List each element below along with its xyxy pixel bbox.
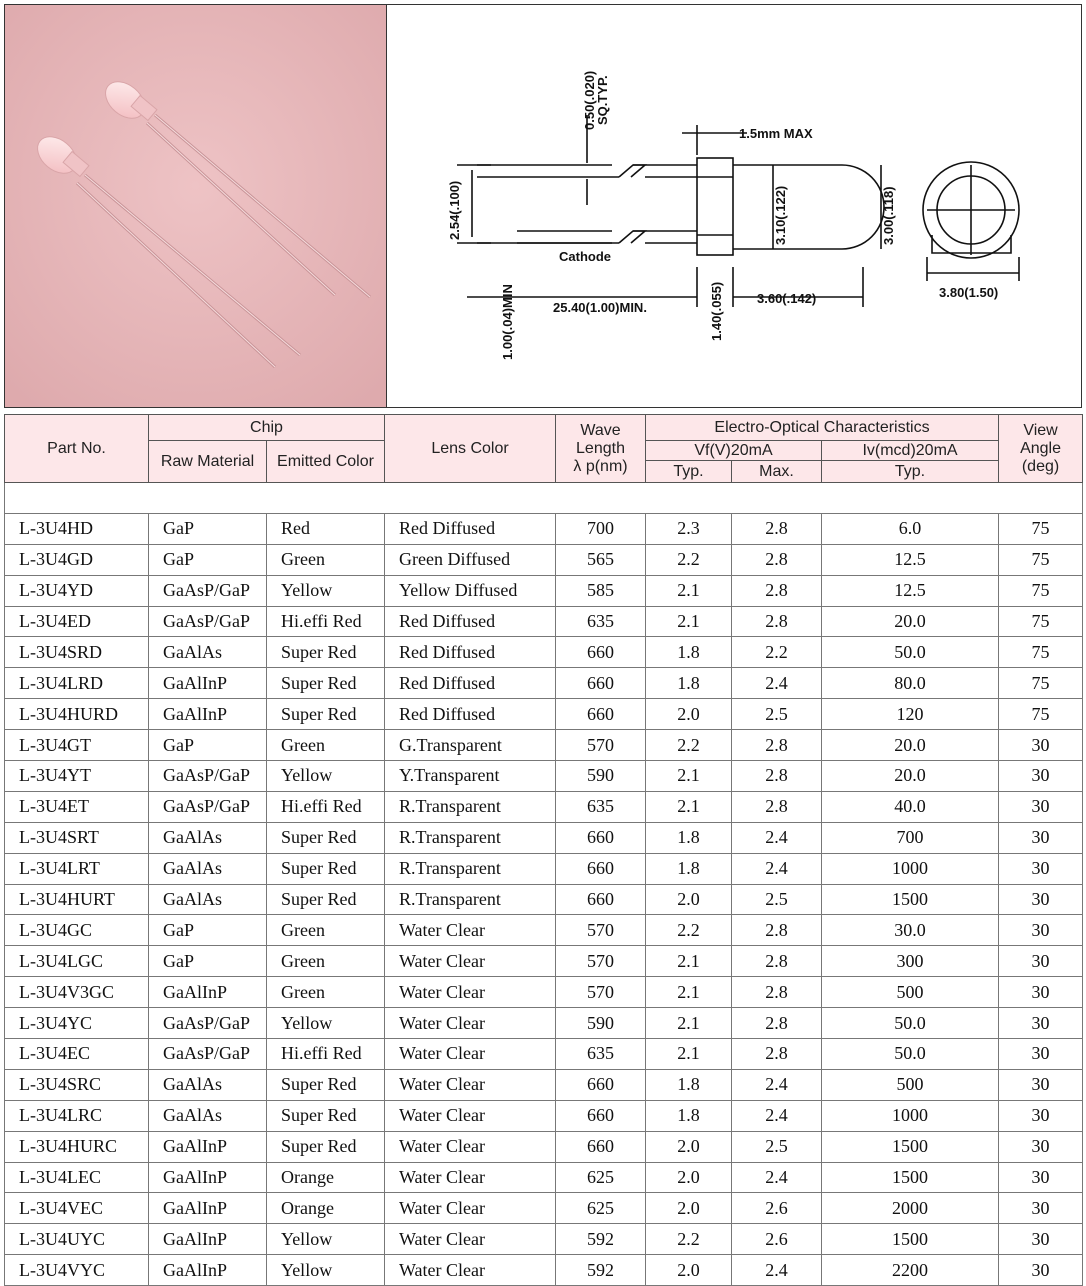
table-row (5, 1162, 1083, 1193)
table-row (5, 1008, 1083, 1039)
table-row (5, 761, 1083, 792)
header-part-no: Part No. (5, 415, 149, 483)
cell-part-no: L-3U4GC (5, 915, 149, 946)
header-emitted-color: Emitted Color (267, 441, 385, 483)
cell-vf-max: 2.8 (732, 730, 822, 761)
cell-emitted-color: Super Red (267, 668, 385, 699)
cell-iv-typ: 700 (822, 822, 999, 853)
cell-lens-color: Water Clear (385, 1255, 556, 1286)
table-row (5, 1255, 1083, 1286)
cell-lens-color: Y.Transparent (385, 761, 556, 792)
table-row (5, 513, 1083, 544)
header-vf-typ: Typ. (646, 461, 732, 483)
cell-part-no: L-3U4VEC (5, 1193, 149, 1224)
cell-vf-max: 2.8 (732, 761, 822, 792)
cell-vf-typ: 1.8 (646, 853, 732, 884)
cell-vf-typ: 2.2 (646, 915, 732, 946)
cell-part-no: L-3U4EC (5, 1039, 149, 1070)
cell-view-angle: 30 (999, 822, 1083, 853)
cell-lens-color: Water Clear (385, 946, 556, 977)
cell-iv-typ: 1500 (822, 1162, 999, 1193)
led-photo (5, 5, 387, 407)
cell-iv-typ: 80.0 (822, 668, 999, 699)
cell-view-angle: 30 (999, 946, 1083, 977)
cell-lens-color: Green Diffused (385, 544, 556, 575)
dim-body-dia: 3.00(.118) (881, 186, 896, 245)
cell-vf-max: 2.4 (732, 822, 822, 853)
cell-iv-typ: 20.0 (822, 761, 999, 792)
cell-emitted-color: Hi.effi Red (267, 791, 385, 822)
header-wave-length (556, 415, 646, 483)
cell-raw-material: GaP (149, 513, 267, 544)
dim-lead-sq-note: SQ.TYP. (595, 75, 610, 125)
cell-lens-color: Red Diffused (385, 637, 556, 668)
table-row (5, 946, 1083, 977)
cell-vf-typ: 2.3 (646, 513, 732, 544)
cell-vf-max: 2.4 (732, 1162, 822, 1193)
table-row (5, 606, 1083, 637)
cell-raw-material: GaAsP/GaP (149, 791, 267, 822)
cell-emitted-color: Super Red (267, 1131, 385, 1162)
cell-view-angle: 30 (999, 730, 1083, 761)
cell-vf-typ: 2.0 (646, 1131, 732, 1162)
cell-lens-color: Water Clear (385, 1162, 556, 1193)
cell-wave-length: 570 (556, 977, 646, 1008)
cell-part-no: L-3U4SRT (5, 822, 149, 853)
cell-raw-material: GaAlAs (149, 853, 267, 884)
cell-iv-typ: 20.0 (822, 730, 999, 761)
cell-raw-material: GaP (149, 730, 267, 761)
cell-part-no: L-3U4HURC (5, 1131, 149, 1162)
cell-vf-max: 2.4 (732, 1100, 822, 1131)
cell-wave-length: 592 (556, 1255, 646, 1286)
cell-raw-material: GaP (149, 915, 267, 946)
cell-vf-max: 2.4 (732, 1255, 822, 1286)
cell-wave-length: 660 (556, 637, 646, 668)
cell-lens-color: Red Diffused (385, 668, 556, 699)
cell-part-no: L-3U4YD (5, 575, 149, 606)
cell-view-angle: 75 (999, 513, 1083, 544)
header-vf-max: Max. (732, 461, 822, 483)
cell-lens-color: Water Clear (385, 1131, 556, 1162)
cell-vf-max: 2.4 (732, 668, 822, 699)
table-row (5, 1069, 1083, 1100)
table-row (5, 915, 1083, 946)
dim-flange: 1.40(.055) (709, 281, 724, 341)
cell-view-angle: 30 (999, 1224, 1083, 1255)
cell-wave-length: 660 (556, 699, 646, 730)
cell-view-angle: 30 (999, 853, 1083, 884)
cell-wave-length: 570 (556, 946, 646, 977)
header-view-angle (999, 415, 1083, 483)
cell-emitted-color: Orange (267, 1193, 385, 1224)
cell-view-angle: 30 (999, 1100, 1083, 1131)
cell-part-no: L-3U4LGC (5, 946, 149, 977)
cell-wave-length: 585 (556, 575, 646, 606)
cell-vf-max: 2.5 (732, 699, 822, 730)
cell-emitted-color: Green (267, 946, 385, 977)
cell-vf-max: 2.4 (732, 1069, 822, 1100)
cell-iv-typ: 120 (822, 699, 999, 730)
cell-raw-material: GaAlInP (149, 668, 267, 699)
cell-emitted-color: Super Red (267, 853, 385, 884)
cell-wave-length: 635 (556, 1039, 646, 1070)
header-vf: Vf(V)20mA (646, 441, 822, 461)
cell-wave-length: 592 (556, 1224, 646, 1255)
cell-view-angle: 30 (999, 1008, 1083, 1039)
cell-emitted-color: Super Red (267, 699, 385, 730)
cell-view-angle: 75 (999, 637, 1083, 668)
product-figure (4, 4, 1082, 408)
cell-vf-max: 2.5 (732, 884, 822, 915)
dim-lead-sq: 0.50(.020) (582, 70, 597, 130)
header-spacer-row (5, 483, 1083, 514)
cell-vf-typ: 1.8 (646, 822, 732, 853)
dim-min-1: 1.00(.04)MIN (500, 284, 515, 360)
cell-lens-color: Water Clear (385, 977, 556, 1008)
dimension-drawing-svg (387, 5, 1081, 407)
table-row (5, 853, 1083, 884)
cell-wave-length: 635 (556, 791, 646, 822)
cell-part-no: L-3U4LRC (5, 1100, 149, 1131)
cell-emitted-color: Hi.effi Red (267, 606, 385, 637)
cell-wave-length: 635 (556, 606, 646, 637)
cell-wave-length: 700 (556, 513, 646, 544)
cell-emitted-color: Green (267, 544, 385, 575)
header-electro-optical: Electro-Optical Characteristics (646, 415, 999, 441)
cell-vf-max: 2.2 (732, 637, 822, 668)
cell-emitted-color: Yellow (267, 1008, 385, 1039)
header-wave-length-1: Wave (580, 421, 621, 439)
cell-part-no: L-3U4HD (5, 513, 149, 544)
header-wave-length-2: Length (576, 439, 625, 457)
cell-view-angle: 30 (999, 761, 1083, 792)
cell-raw-material: GaAsP/GaP (149, 1008, 267, 1039)
cell-lens-color: G.Transparent (385, 730, 556, 761)
table-row (5, 1224, 1083, 1255)
cell-lens-color: R.Transparent (385, 853, 556, 884)
cell-part-no: L-3U4HURD (5, 699, 149, 730)
cell-emitted-color: Green (267, 730, 385, 761)
cell-vf-max: 2.8 (732, 1039, 822, 1070)
cell-lens-color: R.Transparent (385, 884, 556, 915)
cell-iv-typ: 500 (822, 1069, 999, 1100)
cell-emitted-color: Orange (267, 1162, 385, 1193)
cell-wave-length: 570 (556, 915, 646, 946)
cell-vf-typ: 1.8 (646, 1100, 732, 1131)
cell-vf-max: 2.8 (732, 946, 822, 977)
cell-part-no: L-3U4SRD (5, 637, 149, 668)
table-row (5, 730, 1083, 761)
cell-part-no: L-3U4V3GC (5, 977, 149, 1008)
cell-vf-typ: 2.0 (646, 1162, 732, 1193)
cell-raw-material: GaAlInP (149, 977, 267, 1008)
cell-iv-typ: 50.0 (822, 1039, 999, 1070)
cell-wave-length: 625 (556, 1162, 646, 1193)
table-row (5, 575, 1083, 606)
cell-iv-typ: 50.0 (822, 637, 999, 668)
cell-vf-typ: 2.1 (646, 1039, 732, 1070)
cell-vf-typ: 2.2 (646, 730, 732, 761)
cell-iv-typ: 1500 (822, 1224, 999, 1255)
cell-vf-typ: 2.1 (646, 761, 732, 792)
cell-view-angle: 30 (999, 1162, 1083, 1193)
cell-lens-color: Water Clear (385, 1008, 556, 1039)
cell-raw-material: GaAsP/GaP (149, 1039, 267, 1070)
cell-raw-material: GaP (149, 946, 267, 977)
header-view-3: (deg) (1021, 457, 1060, 475)
cell-vf-typ: 2.2 (646, 1224, 732, 1255)
cell-vf-typ: 2.1 (646, 606, 732, 637)
cell-raw-material: GaAlInP (149, 1131, 267, 1162)
cell-part-no: L-3U4SRC (5, 1069, 149, 1100)
dim-flange-max: 1.5mm MAX (739, 126, 813, 141)
cell-raw-material: GaAlInP (149, 1255, 267, 1286)
cell-iv-typ: 1500 (822, 1131, 999, 1162)
dim-front-dia: 3.80(1.50) (939, 285, 999, 300)
cell-view-angle: 75 (999, 544, 1083, 575)
cell-view-angle: 30 (999, 884, 1083, 915)
cell-view-angle: 75 (999, 606, 1083, 637)
cell-part-no: L-3U4HURT (5, 884, 149, 915)
cell-lens-color: Water Clear (385, 1069, 556, 1100)
spec-table (4, 414, 1083, 1286)
cell-wave-length: 660 (556, 668, 646, 699)
cell-vf-typ: 1.8 (646, 1069, 732, 1100)
cell-emitted-color: Red (267, 513, 385, 544)
table-row (5, 822, 1083, 853)
cell-iv-typ: 20.0 (822, 606, 999, 637)
cell-view-angle: 30 (999, 1039, 1083, 1070)
cell-raw-material: GaAsP/GaP (149, 606, 267, 637)
dim-body-length: 3.60(.142) (757, 291, 817, 306)
cell-vf-max: 2.8 (732, 544, 822, 575)
header-lens-color: Lens Color (385, 415, 556, 483)
cell-vf-typ: 2.1 (646, 977, 732, 1008)
cell-part-no: L-3U4UYC (5, 1224, 149, 1255)
cell-part-no: L-3U4LRD (5, 668, 149, 699)
dimension-drawing (387, 5, 1081, 407)
cell-vf-max: 2.8 (732, 977, 822, 1008)
cell-vf-typ: 1.8 (646, 637, 732, 668)
header-view-1: View (1023, 421, 1058, 439)
dim-lead-length: 25.40(1.00)MIN. (553, 300, 647, 315)
cell-wave-length: 590 (556, 1008, 646, 1039)
cell-wave-length: 660 (556, 822, 646, 853)
cell-part-no: L-3U4ED (5, 606, 149, 637)
dim-lead-spacing: 2.54(.100) (447, 180, 462, 240)
cell-emitted-color: Super Red (267, 884, 385, 915)
cell-vf-typ: 2.1 (646, 575, 732, 606)
cell-lens-color: Water Clear (385, 915, 556, 946)
header-iv-typ: Typ. (822, 461, 999, 483)
cell-view-angle: 75 (999, 699, 1083, 730)
cell-wave-length: 565 (556, 544, 646, 575)
cell-wave-length: 570 (556, 730, 646, 761)
cell-iv-typ: 2000 (822, 1193, 999, 1224)
cell-view-angle: 30 (999, 977, 1083, 1008)
cell-emitted-color: Yellow (267, 1255, 385, 1286)
cell-iv-typ: 500 (822, 977, 999, 1008)
cell-iv-typ: 50.0 (822, 1008, 999, 1039)
cell-part-no: L-3U4ET (5, 791, 149, 822)
cell-vf-typ: 2.1 (646, 1008, 732, 1039)
cell-view-angle: 30 (999, 1255, 1083, 1286)
cell-vf-max: 2.8 (732, 791, 822, 822)
cell-wave-length: 590 (556, 761, 646, 792)
cell-vf-max: 2.4 (732, 853, 822, 884)
cell-raw-material: GaAlAs (149, 637, 267, 668)
cell-emitted-color: Super Red (267, 1100, 385, 1131)
cell-iv-typ: 1000 (822, 853, 999, 884)
cell-part-no: L-3U4YT (5, 761, 149, 792)
cell-raw-material: GaAlInP (149, 1193, 267, 1224)
table-row (5, 1100, 1083, 1131)
cell-emitted-color: Super Red (267, 637, 385, 668)
cell-part-no: L-3U4YC (5, 1008, 149, 1039)
cell-vf-typ: 2.0 (646, 1255, 732, 1286)
cell-raw-material: GaAlAs (149, 884, 267, 915)
cell-raw-material: GaAlAs (149, 1069, 267, 1100)
cell-view-angle: 30 (999, 1069, 1083, 1100)
cell-vf-max: 2.8 (732, 915, 822, 946)
cell-vf-max: 2.5 (732, 1131, 822, 1162)
cell-lens-color: R.Transparent (385, 822, 556, 853)
table-row (5, 668, 1083, 699)
cell-view-angle: 30 (999, 1193, 1083, 1224)
table-body (5, 483, 1083, 1286)
cell-wave-length: 660 (556, 1069, 646, 1100)
cell-lens-color: Yellow Diffused (385, 575, 556, 606)
cell-vf-max: 2.8 (732, 606, 822, 637)
table-row (5, 1193, 1083, 1224)
cell-view-angle: 30 (999, 915, 1083, 946)
cell-vf-max: 2.6 (732, 1224, 822, 1255)
cell-lens-color: Red Diffused (385, 699, 556, 730)
cell-raw-material: GaAlAs (149, 1100, 267, 1131)
cell-emitted-color: Super Red (267, 1069, 385, 1100)
cell-view-angle: 75 (999, 575, 1083, 606)
cell-vf-typ: 1.8 (646, 668, 732, 699)
cell-emitted-color: Yellow (267, 1224, 385, 1255)
cell-emitted-color: Green (267, 977, 385, 1008)
table-row (5, 637, 1083, 668)
table-row (5, 1131, 1083, 1162)
header-wave-length-3: λ p(nm) (573, 457, 628, 475)
cell-wave-length: 660 (556, 1100, 646, 1131)
table-row (5, 791, 1083, 822)
cell-vf-typ: 2.2 (646, 544, 732, 575)
cell-iv-typ: 30.0 (822, 915, 999, 946)
cell-vf-typ: 2.1 (646, 946, 732, 977)
table-row (5, 1039, 1083, 1070)
cell-wave-length: 660 (556, 853, 646, 884)
header-iv: Iv(mcd)20mA (822, 441, 999, 461)
dim-body-dia-inner: 3.10(.122) (773, 185, 788, 245)
header-view-2: Angle (1020, 439, 1061, 457)
cell-emitted-color: Super Red (267, 822, 385, 853)
cell-iv-typ: 2200 (822, 1255, 999, 1286)
cell-part-no: L-3U4GD (5, 544, 149, 575)
cell-lens-color: Water Clear (385, 1039, 556, 1070)
header-raw-material: Raw Material (149, 441, 267, 483)
led-photo-image (5, 5, 386, 407)
cell-iv-typ: 1500 (822, 884, 999, 915)
cell-raw-material: GaAlInP (149, 1224, 267, 1255)
cell-raw-material: GaAsP/GaP (149, 575, 267, 606)
table-row (5, 977, 1083, 1008)
cell-emitted-color: Green (267, 915, 385, 946)
cell-raw-material: GaAsP/GaP (149, 761, 267, 792)
header-chip: Chip (149, 415, 385, 441)
cell-wave-length: 625 (556, 1193, 646, 1224)
cell-vf-max: 2.8 (732, 513, 822, 544)
cell-view-angle: 30 (999, 791, 1083, 822)
cell-part-no: L-3U4LRT (5, 853, 149, 884)
cell-part-no: L-3U4GT (5, 730, 149, 761)
cathode-label: Cathode (559, 249, 611, 264)
cell-emitted-color: Yellow (267, 761, 385, 792)
cell-lens-color: Red Diffused (385, 606, 556, 637)
cell-vf-typ: 2.0 (646, 884, 732, 915)
cell-lens-color: Water Clear (385, 1193, 556, 1224)
cell-iv-typ: 40.0 (822, 791, 999, 822)
cell-emitted-color: Hi.effi Red (267, 1039, 385, 1070)
cell-iv-typ: 12.5 (822, 544, 999, 575)
cell-emitted-color: Yellow (267, 575, 385, 606)
cell-raw-material: GaAlAs (149, 822, 267, 853)
cell-lens-color: Water Clear (385, 1100, 556, 1131)
cell-vf-typ: 2.0 (646, 699, 732, 730)
cell-view-angle: 75 (999, 668, 1083, 699)
cell-vf-typ: 2.1 (646, 791, 732, 822)
cell-view-angle: 30 (999, 1131, 1083, 1162)
cell-vf-max: 2.8 (732, 575, 822, 606)
cell-iv-typ: 300 (822, 946, 999, 977)
cell-wave-length: 660 (556, 1131, 646, 1162)
cell-raw-material: GaAlInP (149, 699, 267, 730)
cell-iv-typ: 6.0 (822, 513, 999, 544)
cell-vf-max: 2.6 (732, 1193, 822, 1224)
cell-iv-typ: 12.5 (822, 575, 999, 606)
cell-raw-material: GaAlInP (149, 1162, 267, 1193)
cell-raw-material: GaP (149, 544, 267, 575)
cell-vf-typ: 2.0 (646, 1193, 732, 1224)
table-row (5, 884, 1083, 915)
cell-vf-max: 2.8 (732, 1008, 822, 1039)
cell-part-no: L-3U4LEC (5, 1162, 149, 1193)
cell-lens-color: Water Clear (385, 1224, 556, 1255)
cell-wave-length: 660 (556, 884, 646, 915)
cell-lens-color: R.Transparent (385, 791, 556, 822)
table-row (5, 544, 1083, 575)
cell-part-no: L-3U4VYC (5, 1255, 149, 1286)
cell-iv-typ: 1000 (822, 1100, 999, 1131)
table-row (5, 699, 1083, 730)
cell-lens-color: Red Diffused (385, 513, 556, 544)
